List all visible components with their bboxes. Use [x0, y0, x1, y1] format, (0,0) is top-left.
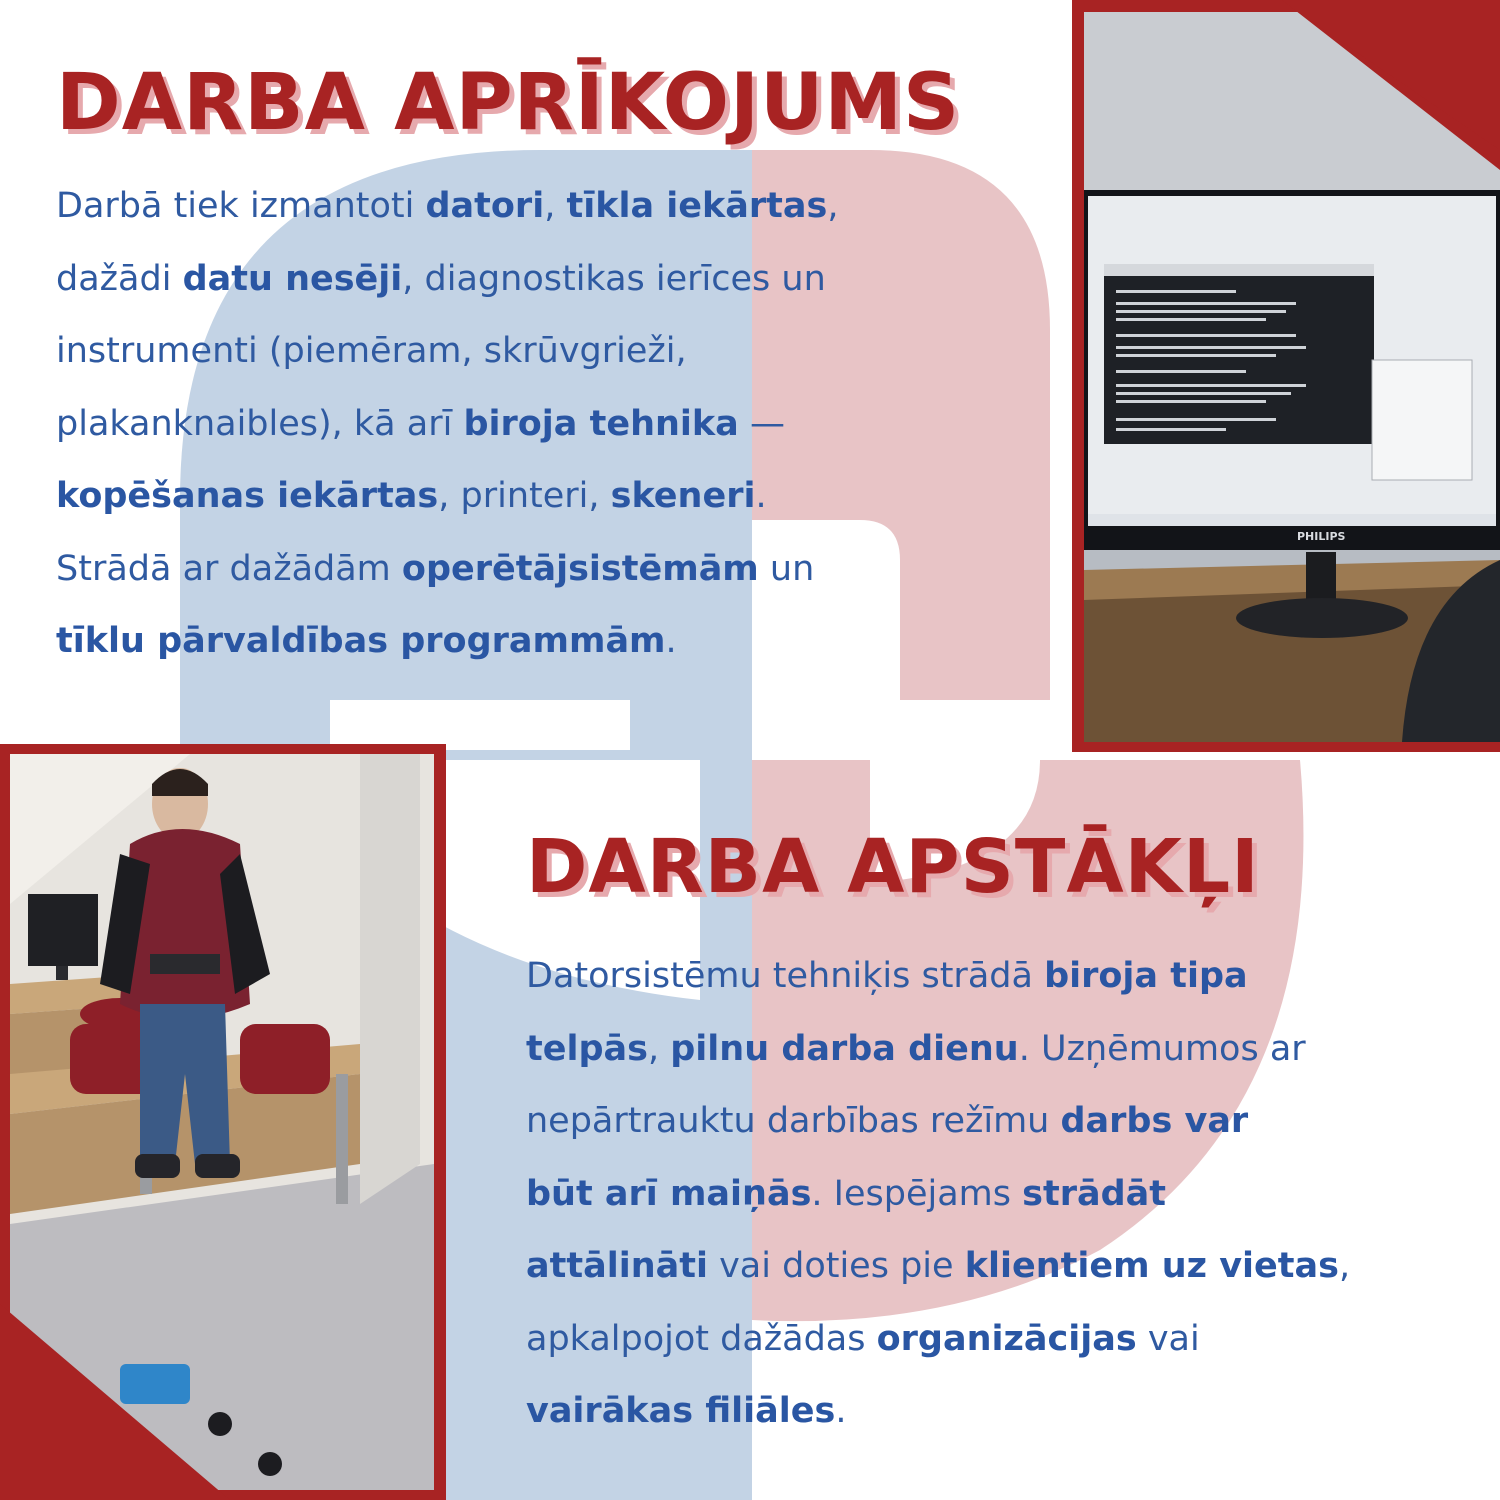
equipment-title: DARBA APRĪKOJUMS [56, 58, 961, 148]
conditions-line-7: vairākas filiāles. [526, 1391, 847, 1431]
conditions-line-2: telpās, pilnu darba dienu. Uzņēmumos ar [526, 1028, 1306, 1069]
conditions-line-5: attālināti vai doties pie klientiem uz vietas, [526, 1246, 1351, 1286]
equipment-line-7: tīklu pārvaldības programmām. [56, 621, 677, 661]
conditions-title: DARBA APSTĀKĻI [526, 824, 1260, 910]
equipment-line-1: Darbā tiek izmantoti datori, tīkla iekārtas, [56, 186, 839, 226]
equipment-line-6: Strādā ar dažādām operētājsistēmām un [56, 548, 815, 589]
svg-text:PHILIPS: PHILIPS [1297, 530, 1346, 543]
student-photo [0, 744, 446, 1500]
conditions-line-1: Datorsistēmu tehniķis strādā biroja tipa [526, 956, 1248, 996]
equipment-line-4: plakanknaibles), kā arī biroja tehnika — [56, 403, 785, 444]
conditions-line-3: nepārtrauktu darbības režīmu darbs var [526, 1101, 1249, 1141]
conditions-line-4: būt arī maiņās. Iespējams strādāt [526, 1173, 1166, 1214]
conditions-description [526, 940, 1486, 1448]
equipment-line-3: instrumenti (piemēram, skrūvgrieži, [56, 331, 687, 371]
equipment-line-2: dažādi datu nesēji, diagnostikas ierīces un [56, 258, 826, 299]
conditions-line-6: apkalpojot dažādas organizācijas vai [526, 1318, 1200, 1359]
monitor-photo [1072, 0, 1500, 752]
equipment-description [56, 170, 1061, 678]
equipment-line-5: kopēšanas iekārtas, printeri, skeneri. [56, 476, 767, 516]
